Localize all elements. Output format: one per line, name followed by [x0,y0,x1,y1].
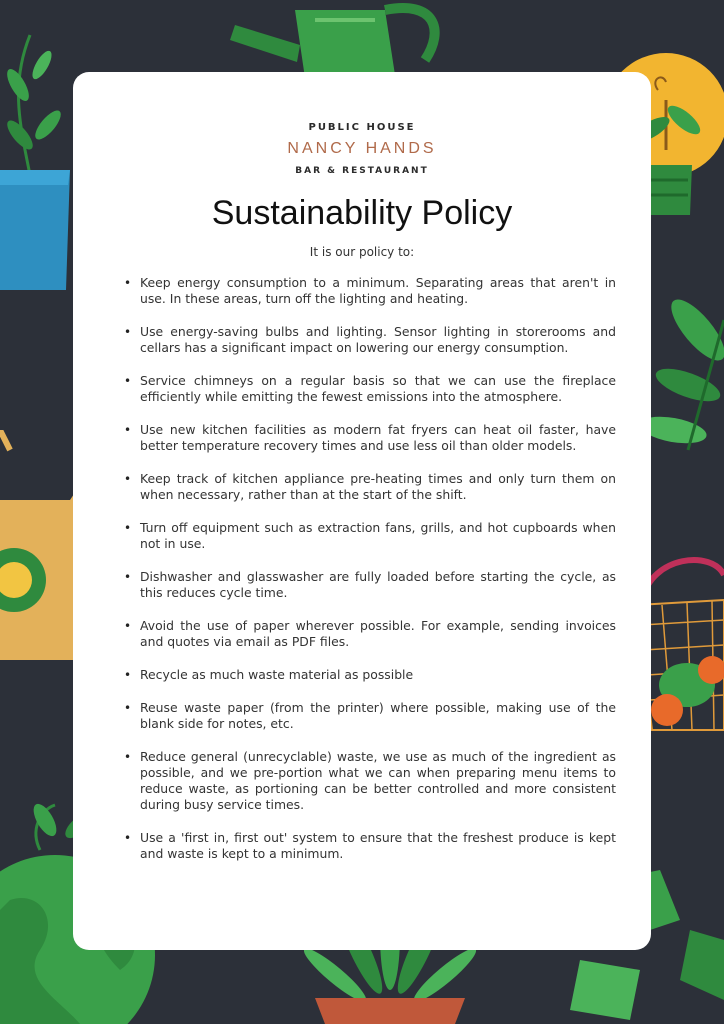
list-item [124,471,616,503]
list-item [124,700,616,732]
bullet-icon: • [124,521,132,535]
list-item [124,422,616,454]
policy-text: Service chimneys on a regular basis so that we can use the fireplace efficiently while emitting the fewest emissions into the atmosphere. [140,373,616,404]
list-item [124,749,616,813]
bullet-icon: • [124,374,132,388]
policy-list [124,275,616,879]
list-item [124,618,616,650]
bullet-icon: • [124,619,132,633]
brand-name: NANCY HANDS [287,140,437,157]
policy-text: Use new kitchen facilities as modern fat fryers can heat oil faster, have better temperature recovery times and use less oil than older models. [140,422,616,453]
list-item [124,275,616,307]
policy-text: Use a 'first in, first out' system to ensure that the freshest produce is kept and waste is kept to a minimum. [140,830,616,861]
policy-text: Avoid the use of paper wherever possible. For example, sending invoices and quotes via email as PDF files. [140,618,616,649]
list-item [124,324,616,356]
policy-text: Use energy-saving bulbs and lighting. Sensor lighting in storerooms and cellars has a significant impact on lowering our energy consumption. [140,324,616,355]
brand-tagline-sub: BAR & RESTAURANT [295,166,429,176]
policy-text: Keep track of kitchen appliance pre-heating times and only turn them on when necessary, rather than at the start of the shift. [140,471,616,502]
list-item [124,667,616,683]
bullet-icon: • [124,423,132,437]
bullet-icon: • [124,276,132,290]
bullet-icon: • [124,668,132,682]
bullet-icon: • [124,472,132,486]
list-item [124,569,616,601]
policy-text: Recycle as much waste material as possible [140,667,414,682]
bullet-icon: • [124,325,132,339]
brand-tagline-top: PUBLIC HOUSE [308,122,416,133]
list-item [124,830,616,862]
policy-card [73,72,651,950]
intro-text: It is our policy to: [309,245,415,259]
plant-pot-icon [0,25,80,295]
bullet-icon: • [124,570,132,584]
page-title: Sustainability Policy [211,194,513,232]
bullet-icon: • [124,701,132,715]
policy-text: Keep energy consumption to a minimum. Separating areas that aren't in use. In these areas, turn off the lighting and heating. [140,275,616,306]
policy-text: Dishwasher and glasswasher are fully loaded before starting the cycle, as this reduces cycle time. [140,569,616,600]
bullet-icon: • [124,750,132,764]
policy-text: Turn off equipment such as extraction fans, grills, and hot cupboards when not in use. [140,520,616,551]
list-item [124,520,616,552]
bullet-icon: • [124,831,132,845]
policy-text: Reuse waste paper (from the printer) where possible, making use of the blank side for notes, etc. [140,700,616,731]
policy-text: Reduce general (unrecyclable) waste, we use as much of the ingredient as possible, and we pre-portion what we can when preparing menu items to reduce waste, as portioning can be better controlled and more consistent during busy service times. [140,749,616,812]
list-item [124,373,616,405]
